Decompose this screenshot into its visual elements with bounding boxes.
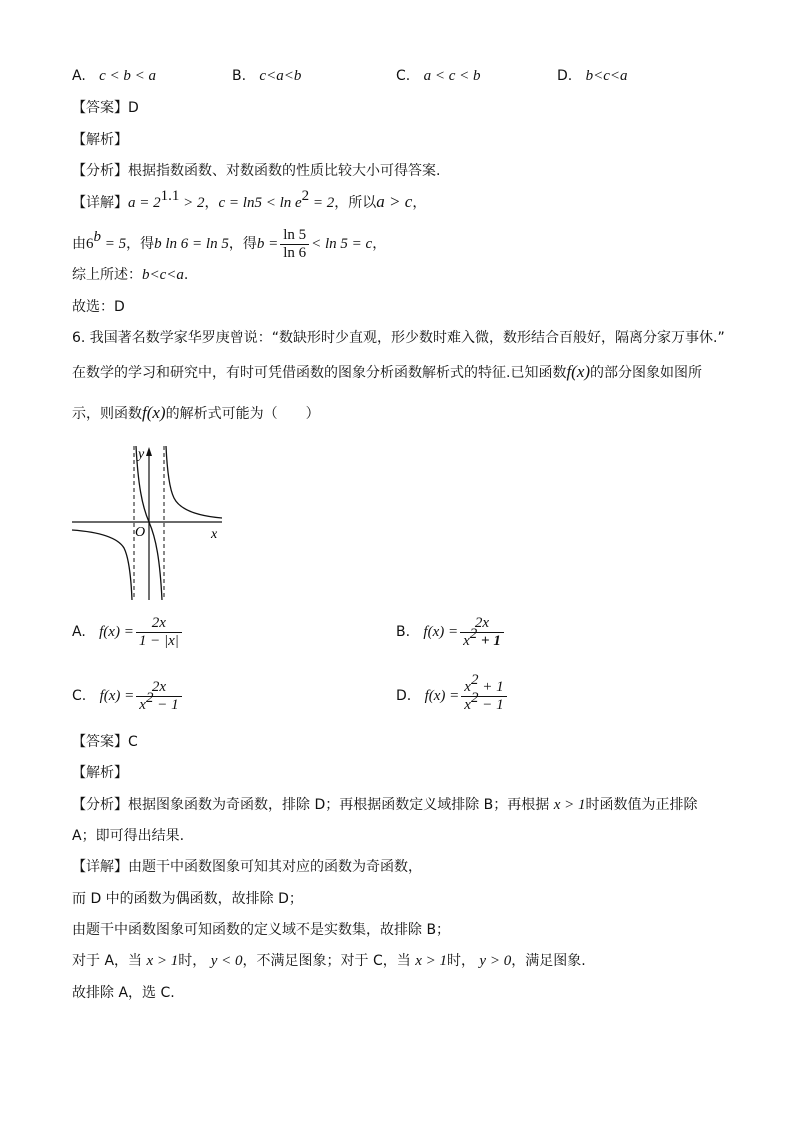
q5-analysis: 【分析】根据指数函数、对数函数的性质比较大小可得答案. xyxy=(72,163,441,179)
option-expr: c<a<b xyxy=(259,68,302,84)
fraction-denominator xyxy=(461,689,506,714)
function-graph xyxy=(70,444,230,602)
punct: . xyxy=(183,267,189,283)
fraction xyxy=(136,679,181,714)
math-expr: + 1 xyxy=(478,678,504,695)
q5-analysis-heading: 【解析】 xyxy=(72,132,128,148)
math-expr: b<c<a xyxy=(142,267,184,283)
function-symbol: f(x) xyxy=(566,362,591,381)
math-expr: a > c xyxy=(376,192,413,211)
q5-answer: 【答案】D xyxy=(72,100,139,116)
math-exp: 1.1 xyxy=(160,188,180,204)
text: 示，则函数 xyxy=(72,406,142,422)
q6-detail-line3: 由题干中函数图象可知函数的定义域不是实数集，故排除 B； xyxy=(72,922,451,938)
math-expr: x xyxy=(139,696,146,713)
q6-stem-line2 xyxy=(72,362,702,383)
option-letter: C. xyxy=(72,688,87,704)
option-letter: C. xyxy=(396,68,411,84)
x-axis-label: x xyxy=(211,527,218,542)
math-expr: b ln 6 = ln 5 xyxy=(154,236,229,252)
fraction-denominator: ln 6 xyxy=(283,244,307,261)
option-expr: a < c < b xyxy=(423,68,481,84)
math-expr: x xyxy=(464,696,471,713)
fraction-numerator: ln 5 xyxy=(280,227,309,245)
option-expr: c < b < a xyxy=(99,68,157,84)
q6-analysis-line2: A；即可得出结果. xyxy=(72,828,185,844)
math-expr: f(x) = xyxy=(424,688,460,704)
q6-detail-line5: 故排除 A，选 C. xyxy=(72,985,175,1001)
math-exp: 2 xyxy=(470,689,479,706)
function-symbol: f(x) xyxy=(142,403,166,422)
math-expr: f(x) = xyxy=(99,688,135,704)
math-expr: x > 1 xyxy=(146,953,179,969)
fraction xyxy=(460,615,504,650)
math-expr: < ln 5 = c xyxy=(311,236,373,252)
text: 时函数值为正排除 xyxy=(585,797,698,813)
text: ，所以 xyxy=(334,195,377,211)
punct: ， xyxy=(372,236,387,252)
math-expr: f(x) = xyxy=(99,624,134,640)
q5-option-a xyxy=(72,66,156,86)
math-expr: f(x) = xyxy=(423,624,459,640)
math-expr: a = 2 xyxy=(128,195,161,211)
fraction-numerator: 2x xyxy=(460,615,504,633)
curve-left-branch xyxy=(72,530,132,600)
math-exp: 2 xyxy=(301,188,310,204)
q6-answer: 【答案】C xyxy=(72,734,138,750)
fraction-denominator: 1 − |x| xyxy=(138,632,179,649)
q6-stem-line1: 6. 我国著名数学家华罗庚曾说：“数缺形时少直观，形少数时难入微，数形结合百般好，隔离分家万事休.” xyxy=(72,330,725,346)
punct: ， xyxy=(204,195,219,211)
q6-option-c xyxy=(72,676,184,716)
text: 的解析式可能为（ ） xyxy=(165,406,320,422)
option-letter: B. xyxy=(232,68,247,84)
text: ，得 xyxy=(126,236,155,252)
math-exp: 2 xyxy=(469,625,478,642)
q5-option-b xyxy=(232,66,301,86)
text: ，满足图象. xyxy=(511,953,586,969)
option-expr: b<c<a xyxy=(585,68,628,84)
fraction-numerator: 2x xyxy=(136,679,181,697)
math-expr: x xyxy=(464,678,471,695)
text: 由 xyxy=(72,236,86,252)
text: 的部分图象如图所 xyxy=(590,365,703,381)
q6-option-a xyxy=(72,612,184,652)
fraction xyxy=(280,227,309,262)
math-expr: > 2 xyxy=(179,195,205,211)
math-expr: y < 0 xyxy=(210,953,243,969)
q6-analysis-line1 xyxy=(72,795,698,815)
math-expr: x > 1 xyxy=(553,797,586,813)
q5-option-d xyxy=(557,66,628,86)
q6-detail-line2: 而 D 中的函数为偶函数，故排除 D； xyxy=(72,891,303,907)
text: 综上所述： xyxy=(72,267,142,283)
math-exp: 2 xyxy=(145,689,154,706)
y-axis-arrow-icon xyxy=(146,447,152,456)
text: 【分析】根据图象函数为奇函数，排除 D；再根据函数定义域排除 B；再根据 xyxy=(72,797,550,813)
math-expr: x > 1 xyxy=(415,953,447,969)
q5-option-c xyxy=(396,66,481,86)
text: 时， xyxy=(446,953,475,969)
option-letter: B. xyxy=(396,624,411,640)
math-expr: + 1 xyxy=(477,632,501,649)
text: 对于 A，当 xyxy=(72,953,143,969)
option-letter: A. xyxy=(72,68,86,84)
q6-detail-line1: 【详解】由题干中函数图象可知其对应的函数为奇函数， xyxy=(72,859,422,875)
option-letter: D. xyxy=(396,688,412,704)
text: ，得 xyxy=(228,236,257,252)
text: 时， xyxy=(178,953,207,969)
origin-label: O xyxy=(135,525,146,540)
q6-option-b xyxy=(396,612,506,652)
q6-analysis-heading: 【解析】 xyxy=(72,765,128,781)
math-expr: c = ln5 < ln e xyxy=(218,195,302,211)
math-expr: − 1 xyxy=(153,696,179,713)
option-letter: D. xyxy=(557,68,573,84)
fraction-denominator xyxy=(136,689,181,714)
punct: ， xyxy=(412,195,427,211)
q5-choice: 故选：D xyxy=(72,299,125,315)
q6-stem-line3 xyxy=(72,403,320,424)
fraction xyxy=(136,615,182,650)
math-expr: y > 0 xyxy=(479,953,512,969)
math-expr: x xyxy=(463,632,470,649)
math-exp: b xyxy=(93,229,101,245)
math-exp: 2 xyxy=(470,671,479,688)
q6-detail-line4 xyxy=(72,951,586,971)
fraction xyxy=(461,671,506,714)
y-axis-label: y xyxy=(138,447,145,462)
q6-option-d xyxy=(396,671,509,716)
math-expr: − 1 xyxy=(478,696,504,713)
option-letter: A. xyxy=(72,624,86,640)
fraction-denominator xyxy=(460,625,504,650)
q5-summary xyxy=(72,265,188,285)
math-expr: 6 xyxy=(86,236,94,252)
q5-detail xyxy=(72,188,427,213)
q5-detail-line2 xyxy=(72,226,386,262)
curve-right-branch xyxy=(166,446,222,518)
fraction-numerator xyxy=(461,671,506,697)
text: 在数学的学习和研究中，有时可凭借函数的图象分析函数解析式的特征.已知函数 xyxy=(72,365,567,381)
fraction-numerator: 2x xyxy=(136,615,182,633)
text: ，不满足图象；对于 C，当 xyxy=(242,953,411,969)
math-expr: = 2 xyxy=(309,195,335,211)
math-expr: = 5 xyxy=(101,236,127,252)
math-expr: b = xyxy=(256,236,279,252)
detail-label: 【详解】 xyxy=(72,195,128,211)
